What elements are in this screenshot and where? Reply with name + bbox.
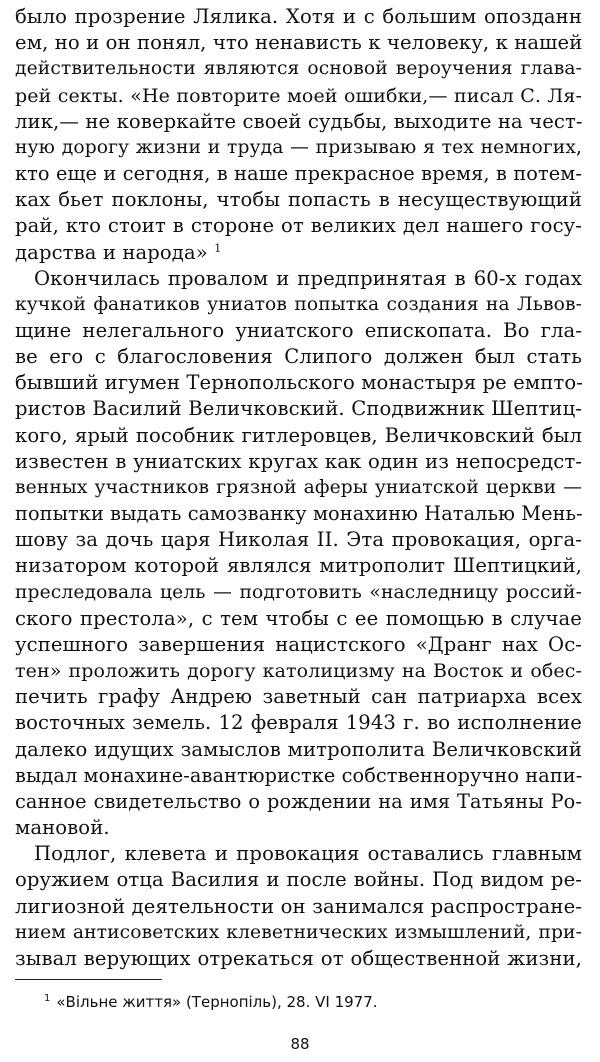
text-line: кого, ярый пособник гитлеровцев, Величковский был <box>15 423 582 447</box>
text-line: далеко идущих замыслов митрополита Величковский <box>15 737 582 761</box>
text-line: низатором которой являлся митрополит Шептицкий, <box>15 554 582 578</box>
paragraph-first-line: Подлог, клевета и провокация оставались главным <box>34 842 582 866</box>
text-line: ве его с благословения Слипого должен был стать <box>15 345 582 369</box>
text-line: нием антисоветских клеветнических измышлений, при- <box>15 921 582 943</box>
text-line: зывал верующих отрекаться от общественной жизни, <box>15 946 582 970</box>
text-line: оружием отца Василия и после войны. Под видом ре- <box>15 868 582 892</box>
footnote-mark: 1 <box>44 993 51 1004</box>
text-line: щине нелегального униатского епископата. Во гла- <box>15 318 582 342</box>
footnote <box>44 989 378 1012</box>
text-line: венных участников грязной аферы униатской церкви — <box>15 476 582 498</box>
text-line: лигиозной деятельности он занимался распростране- <box>15 894 582 918</box>
footnote-text: «Вільне життя» (Тернопіль), 28. VI 1977. <box>56 993 378 1011</box>
text-line: попытки выдать самозванку монахиню Наталью Мень- <box>15 502 583 526</box>
text-line: кучкой фанатиков униатов попытка создания на Львов- <box>15 293 582 315</box>
text-line: лик,— не коверкайте своей судьбы, выходите на чест- <box>15 109 583 133</box>
text-line: известен в униатских кругах как один из непосредст- <box>15 449 582 473</box>
text-line: мановой. <box>15 816 110 839</box>
text-line: рай, кто стоит в стороне от великих дел нашего госу- <box>15 214 582 238</box>
text-line: тен» проложить дорогу католицизму на Восток и обес- <box>15 660 582 683</box>
paragraph-first-line: Окончилась провалом и предпринятая в 60-х годах <box>34 266 582 290</box>
text-line: действительности являются основой вероучения глава- <box>15 58 582 80</box>
text-line: ную дорогу жизни и труда — призываю я тех немногих, <box>15 136 582 158</box>
text-line: рей секты. «Не повторите моей ошибки,— писал С. Ля- <box>15 84 582 107</box>
text-line: успешного завершения нацистского «Дранг нах Ос- <box>15 632 582 656</box>
text-line-content: дарства и народа» <box>15 240 208 264</box>
text-line: санное свидетельство о рождении на имя Татьяны Ро- <box>15 789 582 813</box>
text-line: ристов Василий Величковский. Сподвижник Шептиц- <box>15 397 582 421</box>
text-line: ского престола», с тем чтобы с ее помощью в случае <box>15 606 582 630</box>
text-line <box>15 240 582 266</box>
text-line: бывший игумен Тернопольского монастыря ре емпто- <box>15 371 583 395</box>
text-line: выдал монахине-авантюристке собственноручно напи- <box>15 763 583 787</box>
text-line: преследовала цель — подготовить «наследницу россий- <box>15 581 582 603</box>
page-number: 88 <box>290 1035 310 1053</box>
text-line: восточных земель. 12 февраля 1943 г. во исполнение <box>15 711 582 735</box>
footnote-reference: 1 <box>214 241 222 255</box>
footnote-divider <box>15 979 162 980</box>
text-line: кто еще и сегодня, в наше прекрасное время, в потем- <box>15 162 582 185</box>
text-line: ках бьет поклоны, чтобы попасть в несуществующий <box>15 188 582 212</box>
text-line: ем, но и он понял, что ненависть к человеку, к нашей <box>15 31 583 55</box>
text-line: было прозрение Лялика. Хотя и с большим опозданн <box>15 5 582 28</box>
text-line: шову за дочь царя Николая II. Эта провокация, орга- <box>15 528 582 552</box>
text-line: печить графу Андрею заветный сан патриарха всех <box>15 685 582 709</box>
